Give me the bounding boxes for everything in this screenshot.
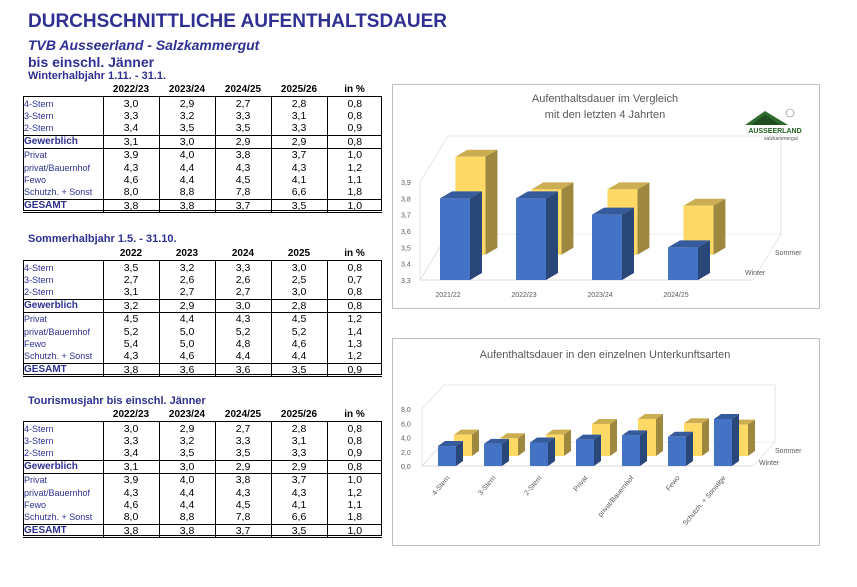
table-header-row xyxy=(23,84,382,97)
bar-sommer-side xyxy=(702,418,709,456)
y-tick-label: 4,0 xyxy=(401,435,411,443)
cell-value: 3,2 xyxy=(159,110,215,122)
cell-value: 3,8 xyxy=(215,148,271,161)
x-tick-label: 2023/24 xyxy=(587,292,613,299)
column-header: 2022/23 xyxy=(103,409,159,422)
cell-value: 3,7 xyxy=(215,524,271,537)
cell-value: 3,5 xyxy=(271,524,327,537)
cell-value: 2,7 xyxy=(215,422,271,435)
cell-value: 3,5 xyxy=(159,122,215,135)
cell-value: 3,5 xyxy=(215,122,271,135)
column-header: in % xyxy=(327,409,382,422)
y-tick-label: 0,0 xyxy=(401,464,411,471)
chart-title: mit den letzten 4 Jahrten xyxy=(544,109,666,121)
cell-value: 2,9 xyxy=(271,135,327,148)
bar-winter xyxy=(484,439,509,466)
cell-value: 3,5 xyxy=(271,363,327,376)
y-tick-label: 8,0 xyxy=(401,407,411,414)
table-row xyxy=(23,473,382,486)
cell-value: 1,2 xyxy=(347,161,363,174)
cell-value: 3,2 xyxy=(103,299,159,312)
row-label: 4-Stern xyxy=(23,422,103,435)
cell-value: 2,7 xyxy=(103,274,159,286)
chart-accommodation-svg xyxy=(393,339,819,545)
table-row xyxy=(23,435,382,447)
legend-winter: Winter xyxy=(745,270,766,277)
x-tick-label: Schutzh. + Sonstige xyxy=(682,474,728,528)
cell-value: 1,2 xyxy=(347,486,363,499)
column-header: 2023/24 xyxy=(159,84,215,97)
stats-table xyxy=(23,248,382,377)
cell-value: 1,1 xyxy=(347,173,363,186)
cell-value: 2,8 xyxy=(271,422,327,435)
bar-winter xyxy=(576,435,601,466)
x-tick-label: 4-Stern xyxy=(431,474,452,497)
bar-sommer-side xyxy=(610,419,617,456)
row-label: Privat xyxy=(23,312,103,325)
row-label: Gewerblich xyxy=(23,460,103,473)
cell-value: 6,6 xyxy=(271,186,327,199)
column-header: 2024/25 xyxy=(215,84,271,97)
y-tick-label: 3,4 xyxy=(401,261,411,269)
cell-value: 2,6 xyxy=(159,274,215,286)
cell-value: 4,5 xyxy=(215,499,271,511)
cell-value: 3,6 xyxy=(159,363,215,376)
cell-value: 4,6 xyxy=(103,174,159,186)
cell-value: 1,4 xyxy=(347,325,363,338)
cell-value: 4,3 xyxy=(103,486,159,498)
legend-winter: Winter xyxy=(759,460,780,467)
cell-value: 3,6 xyxy=(215,363,271,376)
cell-value: 4,1 xyxy=(271,499,327,511)
cell-value: 3,2 xyxy=(159,435,215,447)
cell-value: 2,9 xyxy=(271,460,327,473)
cell-value: 3,1 xyxy=(271,110,327,122)
cell-value: 4,4 xyxy=(159,161,215,173)
cell-value: 3,0 xyxy=(271,286,327,299)
table-header-blank xyxy=(23,248,103,261)
cell-value: 4,3 xyxy=(271,486,327,498)
bar-winter xyxy=(440,191,482,280)
cell-value: 3,1 xyxy=(271,435,327,447)
column-header: in % xyxy=(327,84,382,97)
row-label: Gewerblich xyxy=(23,299,103,312)
bar-winter xyxy=(668,240,710,280)
cell-value: 3,3 xyxy=(103,110,159,122)
cell-value: 4,3 xyxy=(103,161,159,173)
cell-value: 3,4 xyxy=(103,447,159,460)
row-label: 3-Stern xyxy=(23,435,103,447)
cell-value: 1,0 xyxy=(347,149,363,162)
cell-value: 3,8 xyxy=(103,524,159,537)
cell-value: 4,5 xyxy=(271,312,327,325)
column-header: 2024/25 xyxy=(215,409,271,422)
cell-value: 3,0 xyxy=(159,460,215,473)
table-row xyxy=(23,299,382,312)
cell-value: 3,3 xyxy=(215,261,271,274)
x-tick-label: 2024/25 xyxy=(663,292,689,299)
cell-value: 3,3 xyxy=(271,122,327,135)
bar-winter-front xyxy=(438,446,456,466)
cell-value: 4,4 xyxy=(271,350,327,363)
stats-table xyxy=(23,409,382,538)
table-row xyxy=(23,97,382,110)
logo-flower xyxy=(786,109,794,117)
table-row xyxy=(23,460,382,473)
cell-value: 2,9 xyxy=(215,460,271,473)
section-title: Sommerhalbjahr 1.5. - 31.10. xyxy=(28,233,177,245)
row-label: Privat xyxy=(23,473,103,486)
column-header: 2022 xyxy=(103,248,159,261)
cell-value: 1,0 xyxy=(347,474,363,487)
cell-value: 4,4 xyxy=(215,350,271,363)
bar-winter-side xyxy=(640,430,647,466)
table-row xyxy=(23,524,382,537)
cell-value: 5,2 xyxy=(271,325,327,337)
cell-value: 3,1 xyxy=(103,135,159,148)
cell-value: 4,4 xyxy=(159,312,215,325)
cell-value: 3,4 xyxy=(103,122,159,135)
cell-value: 3,5 xyxy=(271,199,327,212)
bar-winter-front xyxy=(530,442,548,466)
legend-sommer: Sommer xyxy=(775,448,802,455)
cell-value: 0,9 xyxy=(347,122,363,135)
table-header-blank xyxy=(23,84,103,97)
chart-title: Aufenthaltsdauer im Vergleich xyxy=(531,93,679,105)
row-label: Schutzh. + Sonst xyxy=(23,186,103,199)
cell-value: 1,0 xyxy=(327,199,382,212)
bar-sommer-side xyxy=(748,420,755,456)
column-header: 2025 xyxy=(271,248,327,261)
cell-value: 2,6 xyxy=(215,274,271,286)
cell-value: 5,2 xyxy=(103,325,159,337)
cell-value: 7,8 xyxy=(215,511,271,524)
bar-winter xyxy=(438,441,463,466)
cell-value: 4,4 xyxy=(159,499,215,511)
cell-value: 3,3 xyxy=(215,435,271,447)
table-row xyxy=(23,363,382,376)
row-label: 2-Stern xyxy=(23,122,103,135)
bar-winter-front xyxy=(516,198,546,280)
bar-winter xyxy=(516,191,558,280)
bar-winter-side xyxy=(732,414,739,466)
cell-value: 1,8 xyxy=(347,511,363,524)
row-label: Fewo xyxy=(23,174,103,186)
row-label: Fewo xyxy=(23,338,103,350)
legend-sommer: Sommer xyxy=(775,250,802,257)
x-tick-label: 3-Stern xyxy=(477,474,498,497)
row-label: Schutzh. + Sonst xyxy=(23,350,103,363)
cell-value: 4,3 xyxy=(271,161,327,173)
row-label: Gewerblich xyxy=(23,135,103,148)
row-label: privat/Bauernhof xyxy=(23,161,103,173)
chart-title: Aufenthaltsdauer in den einzelnen Unterkunftsarten xyxy=(479,349,731,361)
stats-table xyxy=(23,84,382,213)
cell-value: 0,8 xyxy=(347,286,363,299)
cell-value: 1,0 xyxy=(327,524,382,537)
bar-sommer-side xyxy=(485,150,497,255)
cell-value: 2,9 xyxy=(159,97,215,110)
table-header-blank xyxy=(23,409,103,422)
table-row xyxy=(23,110,382,122)
table-row xyxy=(23,261,382,274)
row-label: 2-Stern xyxy=(23,286,103,299)
table-row xyxy=(23,511,382,524)
cell-value: 4,3 xyxy=(103,350,159,363)
cell-value: 4,3 xyxy=(215,161,271,173)
cell-value: 3,0 xyxy=(159,135,215,148)
bar-winter-side xyxy=(546,191,558,280)
cell-value: 0,9 xyxy=(347,447,363,460)
cell-value: 2,9 xyxy=(159,299,215,312)
table-row xyxy=(23,148,382,161)
bar-winter-side xyxy=(686,432,693,466)
table-row xyxy=(23,161,382,173)
chart-comparison-svg xyxy=(393,85,819,308)
cell-value: 1,3 xyxy=(347,337,363,350)
cell-value: 3,0 xyxy=(103,422,159,435)
table-row xyxy=(23,422,382,435)
row-label: privat/Bauernhof xyxy=(23,486,103,498)
bar-sommer-side xyxy=(561,182,573,254)
row-label: 3-Stern xyxy=(23,274,103,286)
x-tick-label: 2022/23 xyxy=(511,292,537,299)
table-header-row xyxy=(23,409,382,422)
y-tick-label: 3,6 xyxy=(401,229,411,236)
cell-value: 5,0 xyxy=(159,338,215,350)
cell-value: 3,5 xyxy=(103,261,159,274)
cell-value: 3,8 xyxy=(215,473,271,486)
bar-winter-front xyxy=(592,215,622,280)
row-label: GESAMT xyxy=(23,363,103,376)
page-subtitle: TVB Ausseerland - Salzkammergut xyxy=(28,37,260,53)
cell-value: 5,0 xyxy=(159,325,215,337)
column-header: 2025/26 xyxy=(271,84,327,97)
table-row xyxy=(23,286,382,299)
bar-winter-front xyxy=(714,419,732,466)
cell-value: 2,8 xyxy=(271,97,327,110)
cell-value: 1,2 xyxy=(347,313,363,326)
bar-winter-front xyxy=(622,435,640,466)
row-label: 2-Stern xyxy=(23,447,103,460)
bar-winter-front xyxy=(576,440,594,466)
cell-value: 3,0 xyxy=(215,299,271,312)
y-tick-label: 3,8 xyxy=(401,196,411,204)
table-row xyxy=(23,174,382,186)
cell-value: 8,8 xyxy=(159,511,215,524)
table-row xyxy=(23,186,382,199)
cell-value: 4,8 xyxy=(215,338,271,350)
cell-value: 2,8 xyxy=(271,299,327,312)
bar-winter xyxy=(714,414,739,466)
cell-value: 0,7 xyxy=(347,273,363,286)
cell-value: 0,8 xyxy=(347,261,363,274)
row-label: GESAMT xyxy=(23,524,103,537)
cell-value: 5,2 xyxy=(215,325,271,337)
cell-value: 3,1 xyxy=(103,286,159,299)
bar-winter-side xyxy=(622,208,634,280)
x-tick-label: Fewo xyxy=(665,474,682,493)
column-header: in % xyxy=(327,248,382,261)
table-row xyxy=(23,312,382,325)
cell-value: 5,4 xyxy=(103,338,159,350)
cell-value: 3,9 xyxy=(103,473,159,486)
cell-value: 4,0 xyxy=(159,473,215,486)
table-row xyxy=(23,122,382,135)
section-title: Winterhalbjahr 1.11. - 31.1. xyxy=(28,70,167,82)
column-header: 2023/24 xyxy=(159,409,215,422)
cell-value: 6,6 xyxy=(271,511,327,524)
table-row xyxy=(23,199,382,212)
table-row xyxy=(23,447,382,460)
table-row xyxy=(23,135,382,148)
table-row xyxy=(23,350,382,363)
cell-value: 1,1 xyxy=(347,498,363,511)
cell-value: 0,8 xyxy=(347,434,363,447)
cell-value: 2,5 xyxy=(271,274,327,286)
cell-value: 4,5 xyxy=(103,312,159,325)
row-label: Privat xyxy=(23,148,103,161)
row-label: 4-Stern xyxy=(23,97,103,110)
logo-text: AUSSEERLAND xyxy=(748,128,802,135)
bar-winter-side xyxy=(470,191,482,280)
bar-sommer-side xyxy=(656,414,663,456)
cell-value: 8,8 xyxy=(159,186,215,199)
cell-value: 4,6 xyxy=(159,350,215,363)
bar-winter-side xyxy=(548,437,555,466)
bar-winter xyxy=(592,208,634,280)
cell-value: 3,5 xyxy=(215,447,271,460)
cell-value: 2,9 xyxy=(159,422,215,435)
bar-winter-side xyxy=(594,435,601,466)
table-header-row xyxy=(23,248,382,261)
row-label: Schutzh. + Sonst xyxy=(23,511,103,524)
cell-value: 3,8 xyxy=(103,199,159,212)
bar-winter xyxy=(668,432,693,466)
cell-value: 4,6 xyxy=(103,499,159,511)
logo-subtext: salzkammergut xyxy=(764,136,798,142)
section-title: Tourismusjahr bis einschl. Jänner xyxy=(28,395,206,407)
x-tick-label: 2021/22 xyxy=(435,292,461,299)
bar-winter-front xyxy=(668,247,698,280)
cell-value: 3,3 xyxy=(215,110,271,122)
x-tick-label: privat/Bauernhof xyxy=(597,474,636,519)
y-tick-label: 3,9 xyxy=(401,180,411,187)
period-note: bis einschl. Jänner xyxy=(28,54,155,70)
cell-value: 3,3 xyxy=(271,447,327,460)
cell-value: 2,7 xyxy=(215,286,271,299)
cell-value: 2,7 xyxy=(159,286,215,299)
column-header: 2024 xyxy=(215,248,271,261)
cell-value: 3,7 xyxy=(271,148,327,161)
cell-value: 0,9 xyxy=(327,363,382,376)
cell-value: 3,0 xyxy=(103,97,159,110)
bar-winter xyxy=(622,430,647,466)
row-label: Fewo xyxy=(23,499,103,511)
cell-value: 4,4 xyxy=(159,174,215,186)
column-header: 2025/26 xyxy=(271,409,327,422)
chart-accommodation xyxy=(392,338,820,546)
cell-value: 3,1 xyxy=(103,460,159,473)
y-tick-label: 3,7 xyxy=(401,212,411,220)
bar-sommer-side xyxy=(637,182,649,254)
table-row xyxy=(23,486,382,498)
cell-value: 1,2 xyxy=(347,350,363,363)
y-tick-label: 3,3 xyxy=(401,278,411,285)
cell-value: 3,0 xyxy=(271,261,327,274)
x-tick-label: Privat xyxy=(572,474,590,494)
cell-value: 3,8 xyxy=(103,363,159,376)
table-row xyxy=(23,338,382,350)
cell-value: 0,8 xyxy=(327,299,382,312)
cell-value: 4,3 xyxy=(215,312,271,325)
cell-value: 8,0 xyxy=(103,511,159,524)
cell-value: 4,6 xyxy=(271,338,327,350)
cell-value: 1,8 xyxy=(347,186,363,199)
row-label: privat/Bauernhof xyxy=(23,325,103,337)
cell-value: 3,7 xyxy=(271,473,327,486)
cell-value: 0,8 xyxy=(347,97,363,110)
column-header: 2023 xyxy=(159,248,215,261)
cell-value: 4,5 xyxy=(215,174,271,186)
cell-value: 3,2 xyxy=(159,261,215,274)
row-label: 3-Stern xyxy=(23,110,103,122)
cell-value: 3,9 xyxy=(103,148,159,161)
y-tick-label: 2,0 xyxy=(401,449,411,457)
row-label: GESAMT xyxy=(23,199,103,212)
cell-value: 4,3 xyxy=(215,486,271,498)
cell-value: 0,8 xyxy=(347,109,363,122)
cell-value: 4,1 xyxy=(271,174,327,186)
cell-value: 0,8 xyxy=(347,422,363,435)
y-tick-label: 3,5 xyxy=(401,245,411,253)
ausseerland-logo xyxy=(745,109,802,142)
cell-value: 0,8 xyxy=(327,460,382,473)
cell-value: 3,5 xyxy=(159,447,215,460)
cell-value: 0,8 xyxy=(327,135,382,148)
cell-value: 2,7 xyxy=(215,97,271,110)
cell-value: 3,8 xyxy=(159,524,215,537)
chart-comparison xyxy=(392,84,820,309)
cell-value: 3,7 xyxy=(215,199,271,212)
page-title: DURCHSCHNITTLICHE AUFENTHALTSDAUER xyxy=(28,11,448,32)
cell-value: 4,4 xyxy=(159,486,215,498)
column-header: 2022/23 xyxy=(103,84,159,97)
cell-value: 8,0 xyxy=(103,186,159,199)
bar-sommer-side xyxy=(713,199,725,255)
cell-value: 3,8 xyxy=(159,199,215,212)
table-row xyxy=(23,499,382,511)
table-row xyxy=(23,325,382,337)
cell-value: 2,9 xyxy=(215,135,271,148)
cell-value: 3,3 xyxy=(103,435,159,447)
table-row xyxy=(23,274,382,286)
bar-winter-front xyxy=(440,198,470,280)
bar-winter xyxy=(530,437,555,466)
bar-winter-front xyxy=(484,444,502,466)
cell-value: 4,0 xyxy=(159,148,215,161)
y-tick-label: 6,0 xyxy=(401,421,411,429)
row-label: 4-Stern xyxy=(23,261,103,274)
cell-value: 7,8 xyxy=(215,186,271,199)
x-tick-label: 2-Stern xyxy=(523,474,544,497)
bar-winter-front xyxy=(668,437,686,466)
